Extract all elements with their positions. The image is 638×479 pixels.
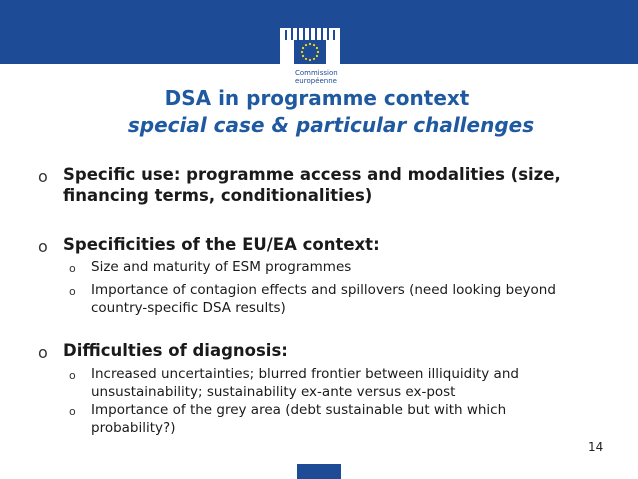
sub-bullet-text-2-1: Size and maturity of ESM programmes <box>91 259 352 275</box>
sub-bullet-marker-3-1: o <box>69 369 76 382</box>
eu-star-icon <box>305 44 307 46</box>
eu-star-icon <box>302 55 304 57</box>
eu-star-icon <box>309 43 311 45</box>
eu-star-icon <box>316 47 318 49</box>
sub-bullet-marker-3-2: o <box>69 405 76 418</box>
sub-bullet-text-3-1: Increased uncertainties; blurred frontier between illiquidity and unsustainability; sustainability ex-ante versus ex-post <box>91 366 519 400</box>
sub-bullet-marker-2-2: o <box>69 285 76 298</box>
eu-star-icon <box>301 51 303 53</box>
eu-star-icon <box>316 55 318 57</box>
eu-star-icon <box>313 58 315 60</box>
logo-line-2: européenne <box>295 76 337 85</box>
bullet-marker-2: o <box>38 237 48 256</box>
bullet-text-2: Specificities of the EU/EA context: <box>63 235 380 254</box>
page-number: 14 <box>588 440 604 454</box>
eu-star-icon <box>305 58 307 60</box>
logo-text <box>295 70 338 85</box>
slide-subtitle: special case & particular challenges <box>127 113 535 137</box>
bullet-text-3: Difficulties of diagnosis: <box>63 341 288 360</box>
sub-bullet-text-2-2: Importance of contagion effects and spillovers (need looking beyond country-specific DSA results) <box>91 282 556 316</box>
eu-star-icon <box>317 51 319 53</box>
slide-title: DSA in programme context <box>164 86 470 110</box>
logo-line-1: Commission <box>295 69 338 77</box>
sub-bullet-marker-2-1: o <box>69 262 76 275</box>
bullet-text-1: Specific use: programme access and modalities (size, financing terms, conditionalities) <box>63 165 561 205</box>
eu-star-icon <box>302 47 304 49</box>
footer-eu-flag <box>297 464 341 479</box>
bullet-marker-3: o <box>38 343 48 362</box>
eu-star-icon <box>313 44 315 46</box>
sub-bullet-text-3-2: Importance of the grey area (debt sustainable but with which probability?) <box>91 402 507 436</box>
bullet-marker-1: o <box>38 167 48 186</box>
eu-star-icon <box>309 59 311 61</box>
